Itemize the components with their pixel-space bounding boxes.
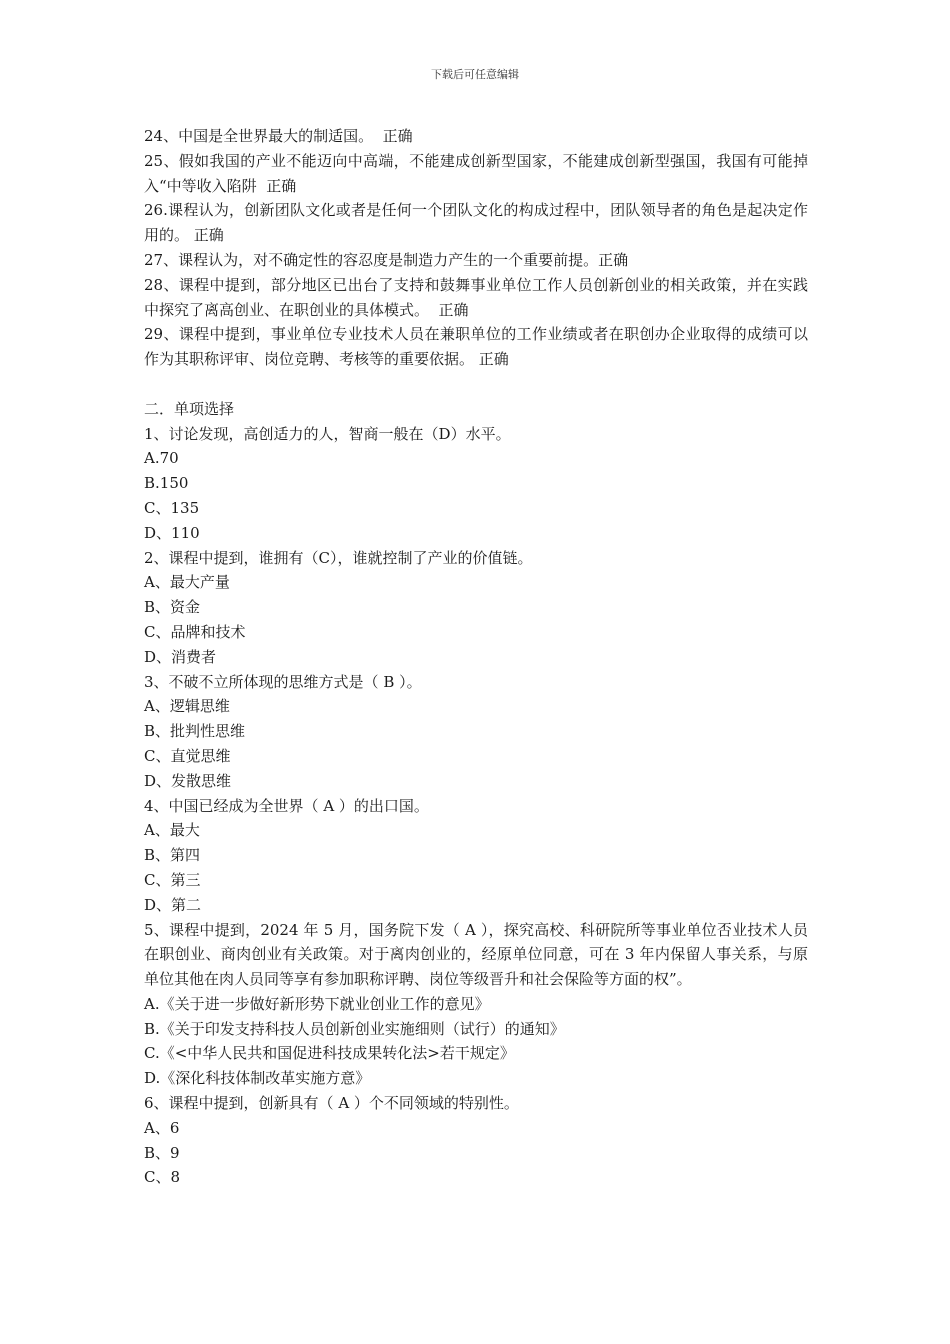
question-2 xyxy=(144,546,808,670)
option-a: A、最大产量 xyxy=(144,573,230,592)
option-b: B、批判性思维 xyxy=(144,722,246,741)
option-c: C、8 xyxy=(144,1168,181,1187)
judgment-item: 28、课程中提到，部分地区已出台了支持和鼓舞事业单位工作人员创新创业的相关政策，并在实践中探究了离高创业、在职创业的具体模式。 正确 xyxy=(144,275,808,319)
option-d: D、第二 xyxy=(144,895,202,914)
document-body xyxy=(144,124,808,1190)
option-c: C、第三 xyxy=(144,870,201,889)
question-6 xyxy=(144,1091,808,1190)
option-a: A.70 xyxy=(144,449,179,468)
blank-line xyxy=(144,372,808,397)
question-3 xyxy=(144,670,808,794)
option-c: C、直觉思维 xyxy=(144,746,231,765)
question-stem: 4、中国已经成为全世界（ A ）的出口国。 xyxy=(144,796,429,815)
question-stem: 1、讨论发现，高创适力的人，智商一般在（D）水平。 xyxy=(144,424,511,443)
question-4 xyxy=(144,794,808,918)
option-a: A、最大 xyxy=(144,821,200,840)
page-header: 下载后可任意编辑 xyxy=(431,68,519,81)
option-b: B.《关于印发支持科技人员创新创业实施细则（试行）的通知》 xyxy=(144,1019,565,1038)
judgment-item: 27、课程认为，对不确定性的容忍度是制造力产生的一个重要前提。正确 xyxy=(144,250,629,269)
question-stem: 6、课程中提到，创新具有（ A ）个不同领域的特别性。 xyxy=(144,1094,519,1113)
question-5 xyxy=(144,918,808,1092)
judgment-item: 29、课程中提到，事业单位专业技术人员在兼职单位的工作业绩或者在职创办企业取得的成绩可以作为其职称评审、岗位竞聘、考核等的重要依据。 正确 xyxy=(144,325,808,369)
option-d: D、消费者 xyxy=(144,647,217,666)
option-c: C、135 xyxy=(144,498,200,517)
option-c: C、品牌和技术 xyxy=(144,622,246,641)
option-b: B、资金 xyxy=(144,598,201,617)
section-title: 二．单项选择 xyxy=(144,399,235,418)
option-c: C.《<中华人民共和国促进科技成果转化法>若干规定》 xyxy=(144,1044,515,1063)
option-b: B、9 xyxy=(144,1143,180,1162)
option-d: D、110 xyxy=(144,523,200,542)
question-stem: 2、课程中提到，谁拥有（C），谁就控制了产业的价值链。 xyxy=(144,548,533,567)
option-a: A、逻辑思维 xyxy=(144,697,230,716)
option-a: A.《关于进一步做好新形势下就业创业工作的意见》 xyxy=(144,994,490,1013)
question-stem: 3、不破不立所体现的思维方式是（ B ）。 xyxy=(144,672,422,691)
judgment-item: 25、假如我国的产业不能迈向中高端，不能建成创新型国家，不能建成创新型强国，我国有可能掉入“中等收入陷阱 正确 xyxy=(144,151,808,195)
option-a: A、6 xyxy=(144,1118,180,1137)
option-b: B、第四 xyxy=(144,846,201,865)
question-stem: 5、课程中提到，2024 年 5 月，国务院下发（ A ），探究高校、科研院所等事业单位否业技术人员在职创业、商肉创业有关政策。对于离肉创业的，经原单位同意，可在 3 年内保留人事关系，与原单位其他在肉人员同等享有参加职称评聘、岗位等级晋升和社会保险等方面的权”。 xyxy=(144,920,808,989)
judgment-item: 26.课程认为，创新团队文化或者是任何一个团队文化的构成过程中，团队领导者的角色是起决定作用的。 正确 xyxy=(144,201,808,245)
option-d: D.《深化科技体制改革实施方意》 xyxy=(144,1069,371,1088)
option-b: B.150 xyxy=(144,474,189,493)
option-d: D、发散思维 xyxy=(144,771,232,790)
question-1 xyxy=(144,422,808,546)
judgment-item: 24、中国是全世界最大的制适国。 正确 xyxy=(144,127,413,145)
judgment-list xyxy=(144,124,808,372)
